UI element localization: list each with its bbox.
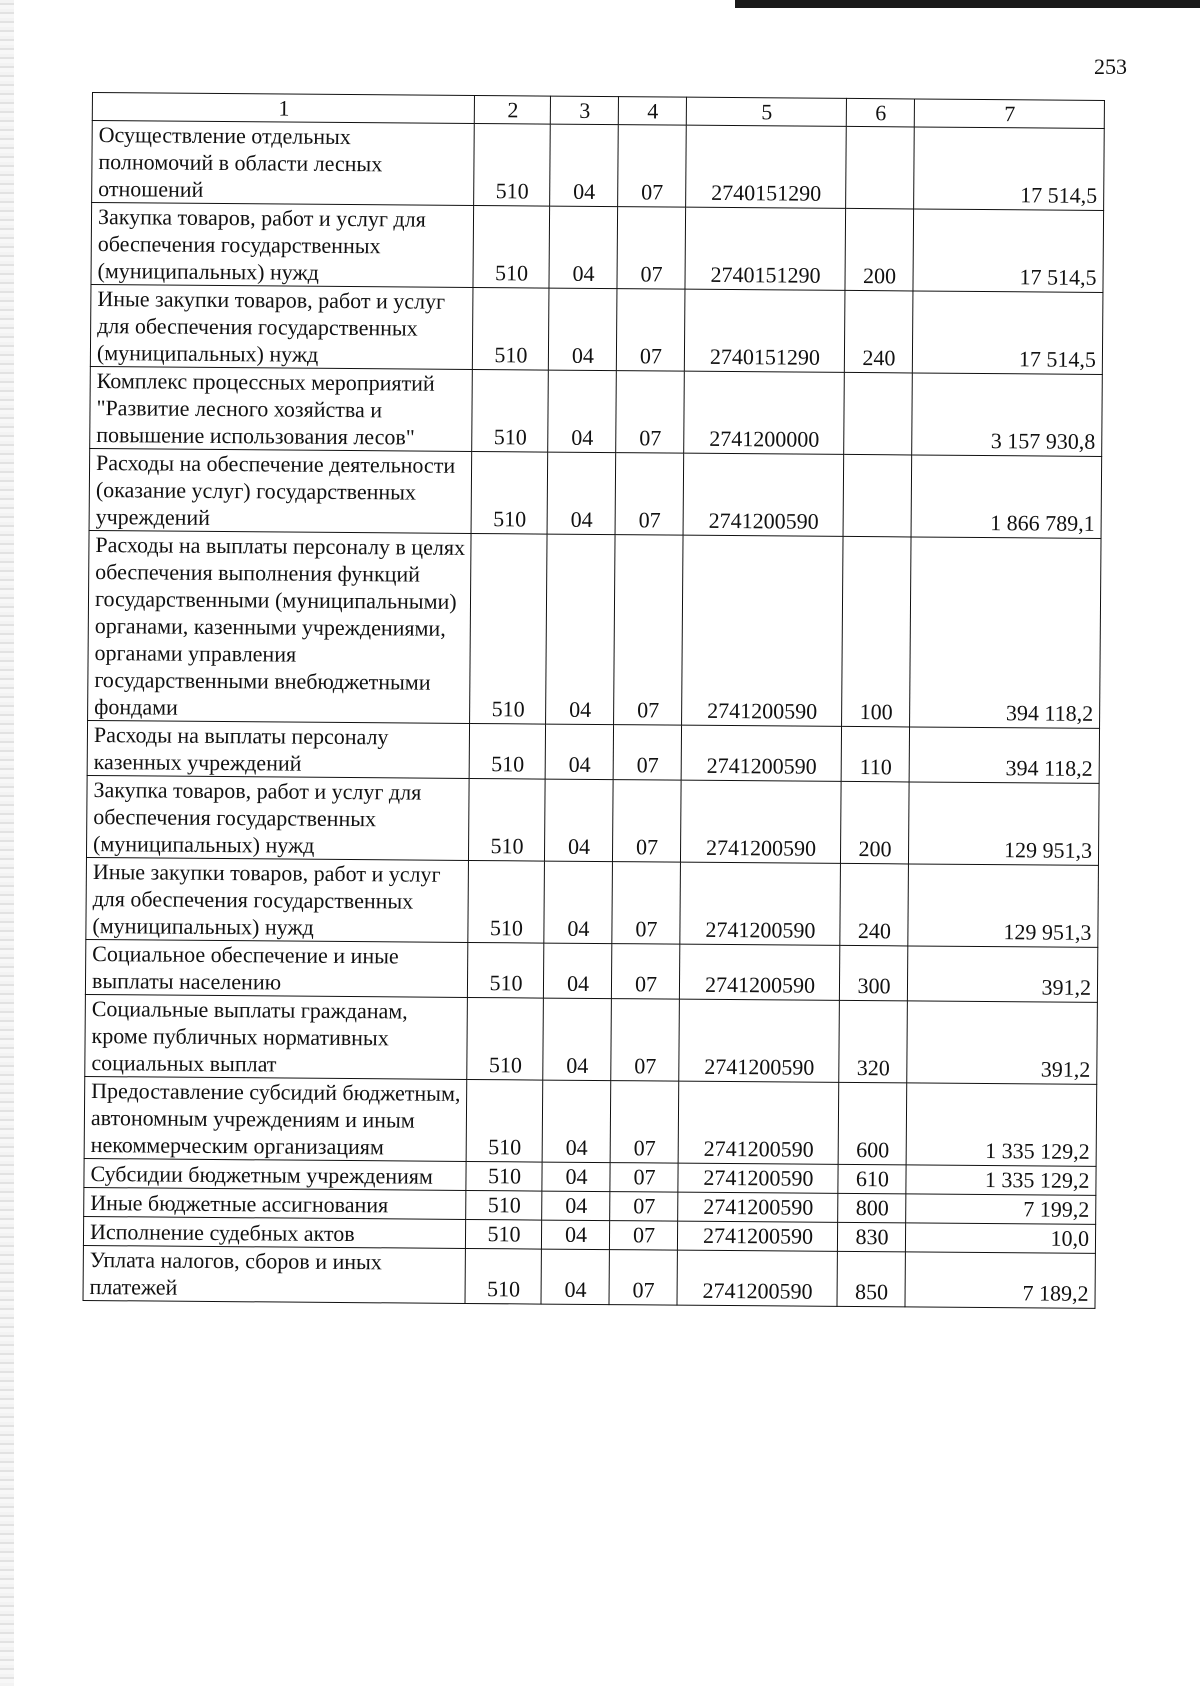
row-code-5: 2740151290 (686, 125, 847, 208)
row-code-2: 510 (471, 451, 548, 534)
row-code-6: 300 (839, 945, 907, 1001)
row-code-3: 04 (546, 534, 615, 725)
table-row (88, 530, 1101, 728)
row-code-2: 510 (469, 723, 545, 779)
row-amount: 129 951,3 (908, 782, 1099, 865)
header-col-1: 1 (92, 93, 474, 124)
table-row (85, 939, 1097, 1002)
row-code-3: 04 (542, 1191, 610, 1221)
row-code-2: 510 (468, 778, 545, 861)
row-name: Закупка товаров, работ и услуг для обеспечения государственных (муниципальных) нужд (91, 203, 474, 288)
header-col-2: 2 (474, 96, 550, 125)
row-name: Комплекс процессных мероприятий "Развитие лесного хозяйства и повышение использования лесов" (90, 366, 473, 451)
table-row (90, 366, 1103, 456)
row-code-6: 200 (845, 208, 914, 291)
row-amount: 129 951,3 (908, 864, 1099, 947)
row-code-4: 07 (612, 862, 681, 945)
row-code-3: 04 (545, 724, 613, 780)
scan-edge-top (735, 0, 1200, 8)
table-row (91, 203, 1104, 293)
row-code-5: 2741200590 (679, 944, 839, 1000)
row-name: Иные закупки товаров, работ и услуг для обеспечения государственных (муниципальных) нужд (86, 857, 469, 942)
row-code-3: 04 (543, 998, 612, 1081)
row-amount: 7 189,2 (905, 1252, 1095, 1308)
row-code-3: 04 (548, 370, 617, 453)
table-row (83, 1245, 1095, 1308)
row-code-3: 04 (550, 124, 619, 207)
row-code-5: 2741200590 (680, 780, 841, 863)
table-row (84, 1076, 1097, 1166)
row-code-5: 2741200590 (683, 453, 844, 536)
row-code-3: 04 (549, 206, 618, 289)
header-col-3: 3 (550, 96, 618, 125)
row-code-2: 510 (467, 942, 543, 998)
row-name: Расходы на выплаты персоналу казенных учреждений (87, 720, 469, 778)
row-code-3: 04 (543, 943, 611, 999)
header-col-7: 7 (914, 99, 1104, 128)
row-name: Осуществление отдельных полномочий в области лесных отношений (92, 121, 475, 206)
row-name: Социальное обеспечение и иные выплаты населению (85, 939, 467, 997)
row-code-2: 510 (465, 1219, 541, 1249)
budget-table-container (83, 92, 1104, 1309)
row-amount: 3 157 930,8 (912, 373, 1103, 456)
row-code-4: 07 (616, 371, 685, 454)
row-code-4: 07 (611, 999, 680, 1082)
row-code-3: 04 (544, 861, 613, 944)
row-code-5: 2741200590 (677, 1221, 837, 1251)
row-amount: 1 335 129,2 (906, 1083, 1097, 1166)
header-col-4: 4 (618, 97, 686, 126)
row-code-6: 240 (844, 290, 913, 373)
header-col-6: 6 (846, 98, 914, 127)
row-code-6: 240 (840, 863, 909, 946)
row-code-4: 07 (611, 944, 679, 1000)
row-name: Расходы на выплаты персоналу в целях обеспечения выполнения функций государственными (муниципальными) органами, казенными учреждениями, органами управления государственными внебюджетными фондами (88, 530, 471, 723)
row-code-4: 07 (610, 1081, 679, 1164)
row-code-4: 07 (609, 1250, 677, 1306)
table-row (86, 775, 1099, 865)
row-name: Иные закупки товаров, работ и услуг для обеспечения государственных (муниципальных) нужд (90, 284, 473, 369)
row-code-5: 2740151290 (685, 207, 846, 290)
row-code-2: 510 (465, 1248, 541, 1304)
row-code-5: 2741200590 (680, 862, 841, 945)
page-number: 253 (1094, 54, 1127, 79)
row-code-2: 510 (474, 124, 551, 207)
row-code-4: 07 (617, 207, 686, 290)
table-row (85, 994, 1098, 1084)
row-code-4: 07 (612, 780, 681, 863)
row-code-6: 850 (837, 1251, 905, 1307)
row-code-6 (846, 126, 915, 209)
row-code-5: 2741200590 (681, 725, 841, 781)
row-code-5: 2741200590 (678, 1081, 839, 1164)
row-name: Уплата налогов, сборов и иных платежей (83, 1245, 465, 1303)
row-name: Закупка товаров, работ и услуг для обеспечения государственных (муниципальных) нужд (86, 775, 469, 860)
row-code-2: 510 (466, 1161, 542, 1191)
row-code-5: 2741200590 (679, 999, 840, 1082)
row-code-2: 510 (473, 206, 550, 289)
row-amount: 17 514,5 (914, 127, 1105, 210)
row-amount: 1 866 789,1 (911, 455, 1102, 538)
row-code-2: 510 (466, 1190, 542, 1220)
row-amount: 391,2 (907, 946, 1097, 1002)
row-code-2: 510 (466, 1079, 543, 1162)
row-amount: 394 118,2 (909, 727, 1099, 783)
row-code-6: 800 (838, 1193, 906, 1223)
table-body (83, 121, 1104, 1309)
row-code-3: 04 (544, 779, 613, 862)
row-code-4: 07 (609, 1221, 677, 1251)
row-code-5: 2741200590 (677, 1250, 837, 1306)
table-row (87, 720, 1099, 783)
row-amount: 1 335 129,2 (906, 1165, 1096, 1195)
row-code-2: 510 (467, 997, 544, 1080)
row-code-3: 04 (542, 1162, 610, 1192)
row-code-6: 200 (840, 781, 909, 864)
row-code-4: 07 (610, 1163, 678, 1193)
row-code-6 (843, 454, 912, 537)
row-code-3: 04 (548, 288, 617, 371)
row-name: Исполнение судебных актов (83, 1216, 465, 1248)
row-code-2: 510 (468, 860, 545, 943)
row-code-4: 07 (614, 535, 683, 726)
row-code-5: 2741200000 (684, 371, 845, 454)
scan-edge-left (0, 0, 14, 1686)
row-amount: 17 514,5 (912, 291, 1103, 374)
table-row (92, 121, 1105, 211)
row-code-3: 04 (541, 1249, 609, 1305)
row-code-6: 320 (839, 1000, 908, 1083)
row-code-5: 2740151290 (684, 289, 845, 372)
row-code-3: 04 (542, 1080, 611, 1163)
row-code-6: 610 (838, 1164, 906, 1194)
row-code-6 (844, 372, 913, 455)
row-code-4: 07 (615, 453, 684, 536)
row-amount: 10,0 (905, 1223, 1095, 1253)
row-code-3: 04 (547, 452, 616, 535)
row-amount: 394 118,2 (910, 537, 1101, 728)
table-row (86, 857, 1099, 947)
row-code-4: 07 (613, 725, 681, 781)
row-code-2: 510 (470, 533, 547, 724)
row-code-5: 2741200590 (678, 1163, 838, 1193)
row-name: Иные бюджетные ассигнования (84, 1187, 466, 1219)
row-name: Расходы на обеспечение деятельности (оказание услуг) государственных учреждений (89, 448, 472, 533)
row-code-4: 07 (610, 1192, 678, 1222)
row-code-2: 510 (472, 287, 549, 370)
row-code-4: 07 (616, 289, 685, 372)
row-amount: 7 199,2 (906, 1194, 1096, 1224)
row-code-5: 2741200590 (682, 535, 843, 726)
row-code-6: 830 (837, 1222, 905, 1252)
row-code-6: 600 (838, 1082, 907, 1165)
row-code-4: 07 (618, 125, 687, 208)
table-row (89, 448, 1102, 538)
row-amount: 391,2 (907, 1001, 1098, 1084)
row-code-6: 110 (841, 726, 909, 782)
row-code-2: 510 (472, 369, 549, 452)
row-code-6: 100 (842, 536, 911, 727)
row-amount: 17 514,5 (913, 209, 1104, 292)
row-name: Социальные выплаты гражданам, кроме публичных нормативных социальных выплат (85, 994, 468, 1079)
row-code-5: 2741200590 (678, 1192, 838, 1222)
row-code-3: 04 (541, 1220, 609, 1250)
table-row (90, 284, 1103, 374)
row-name: Субсидии бюджетным учреждениям (84, 1158, 466, 1190)
header-col-5: 5 (686, 97, 846, 126)
row-name: Предоставление субсидий бюджетным, автономным учреждениям и иным некоммерческим организациям (84, 1076, 467, 1161)
budget-table (83, 92, 1105, 1309)
